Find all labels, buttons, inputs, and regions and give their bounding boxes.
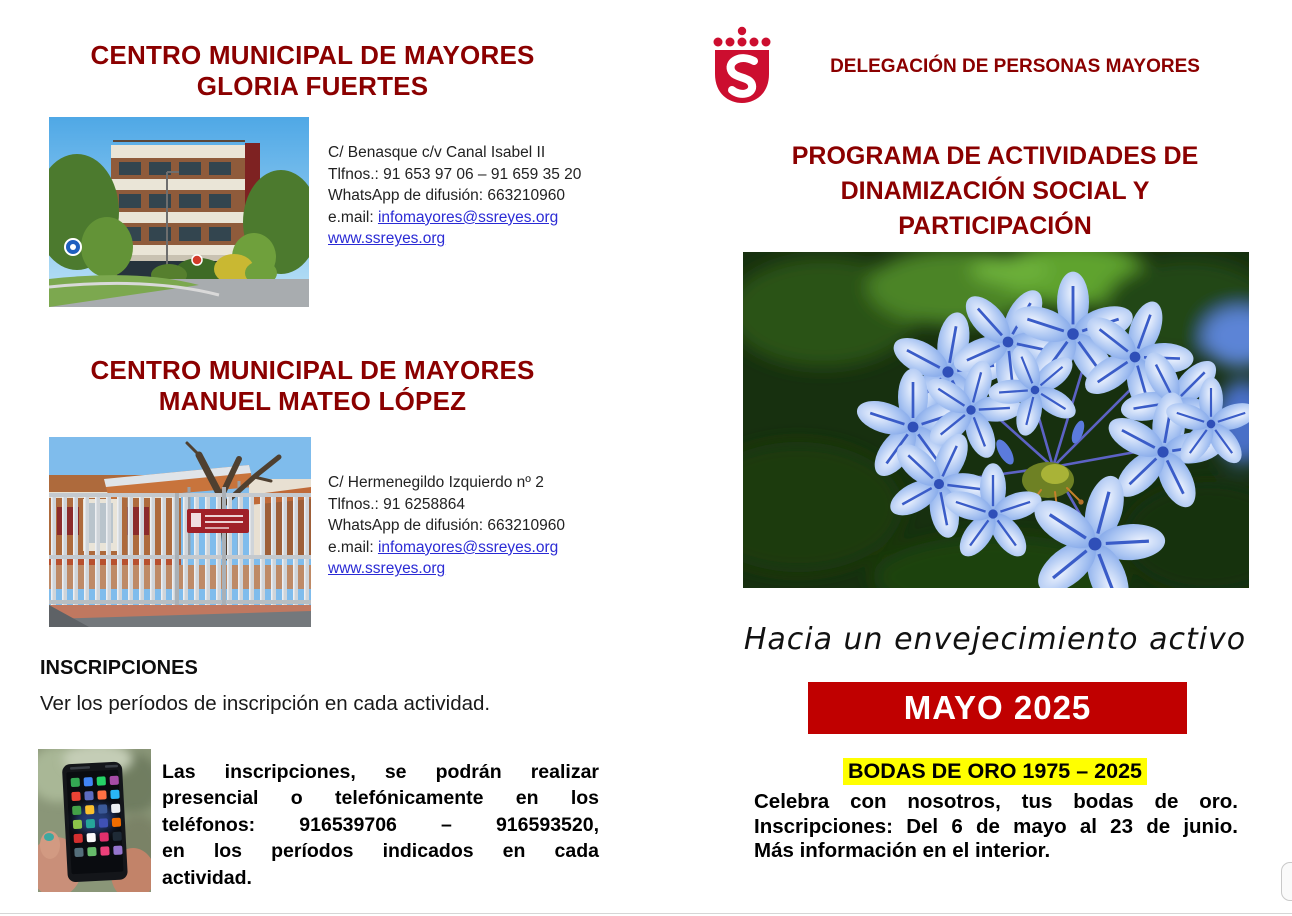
- program-title-line2: DINAMIZACIÓN SOCIAL Y: [840, 177, 1150, 205]
- website-line: [328, 228, 581, 250]
- paragraph-line: Celebra con nosotros, tus bodas de oro.: [754, 790, 1238, 813]
- paragraph-line: Las inscripciones, se podrán realizar: [162, 761, 599, 783]
- center1-title: [40, 40, 585, 102]
- email-label: e.mail:: [328, 208, 378, 226]
- address-line: C/ Hermenegildo Izquierdo nº 2: [328, 474, 544, 491]
- center2-title-line1: CENTRO MUNICIPAL DE MAYORES: [90, 355, 535, 385]
- website-link[interactable]: www.ssreyes.org: [328, 230, 446, 248]
- gloria-fuertes-building-photo: [49, 117, 309, 307]
- inscriptions-paragraph: [162, 759, 599, 891]
- phones-line: Tlfnos.: 91 6258864: [328, 495, 466, 513]
- ssreyes-crest-logo-icon: [711, 26, 773, 106]
- phones-line: Tlfnos.: 91 653 97 06 – 91 659 35 20: [328, 165, 582, 183]
- inscriptions-subtext: Ver los períodos de inscripción en cada actividad.: [40, 692, 491, 715]
- manuel-mateo-lopez-building-photo: [49, 437, 311, 627]
- email-label: e.mail:: [328, 538, 378, 556]
- blue-flowers-photo: [743, 252, 1249, 588]
- whatsapp-line: WhatsApp de difusión: 663210960: [328, 187, 565, 205]
- email-link[interactable]: infomayores@ssreyes.org: [377, 208, 559, 226]
- website-line: [328, 558, 565, 580]
- whatsapp-line: WhatsApp de difusión: 663210960: [328, 517, 565, 535]
- contact-info-manuel-mateo: [328, 472, 565, 580]
- program-title-line3: PARTICIPACIÓN: [898, 212, 1092, 240]
- golden-weddings-heading-wrap: [740, 758, 1250, 785]
- golden-weddings-paragraph: [754, 790, 1238, 864]
- golden-weddings-highlight: BODAS DE ORO 1975 – 2025: [843, 758, 1147, 785]
- website-link[interactable]: www.ssreyes.org: [328, 560, 446, 578]
- paragraph-line: actividad.: [162, 866, 252, 889]
- address-line: C/ Benasque c/v Canal Isabel II: [328, 144, 546, 161]
- center1-title-line1: CENTRO MUNICIPAL DE MAYORES: [90, 40, 535, 70]
- center2-title: [40, 355, 585, 417]
- paragraph-line: Inscripciones: Del 6 de mayo al 23 de junio.: [754, 814, 1238, 838]
- phone-in-hand-photo: [38, 749, 151, 892]
- program-title-line1: PROGRAMA DE ACTIVIDADES DE: [791, 142, 1199, 170]
- program-title: [740, 139, 1250, 244]
- paragraph-line: teléfonos: 916539706 – 916593520,: [162, 813, 599, 836]
- center2-title-line2: MANUEL MATEO LÓPEZ: [158, 386, 467, 416]
- center1-title-line2: GLORIA FUERTES: [196, 71, 429, 101]
- paragraph-line: presencial o telefónicamente en los: [162, 787, 599, 810]
- email-line: [328, 537, 565, 559]
- email-line: [328, 207, 581, 229]
- inscriptions-heading: INSCRIPCIONES: [40, 657, 198, 679]
- scrollbar-thumb[interactable]: [1281, 862, 1292, 901]
- paragraph-line: en los períodos indicados en cada: [162, 840, 599, 863]
- page-bottom-divider: [0, 913, 1292, 914]
- delegation-title: DELEGACIÓN DE PERSONAS MAYORES: [830, 56, 1200, 77]
- email-link[interactable]: infomayores@ssreyes.org: [377, 538, 559, 556]
- paragraph-line: Más información en el interior.: [754, 839, 1051, 863]
- month-banner: MAYO 2025: [808, 682, 1187, 734]
- motto-text: Hacia un envejecimiento activo: [743, 622, 1247, 657]
- contact-info-gloria-fuertes: [328, 142, 581, 250]
